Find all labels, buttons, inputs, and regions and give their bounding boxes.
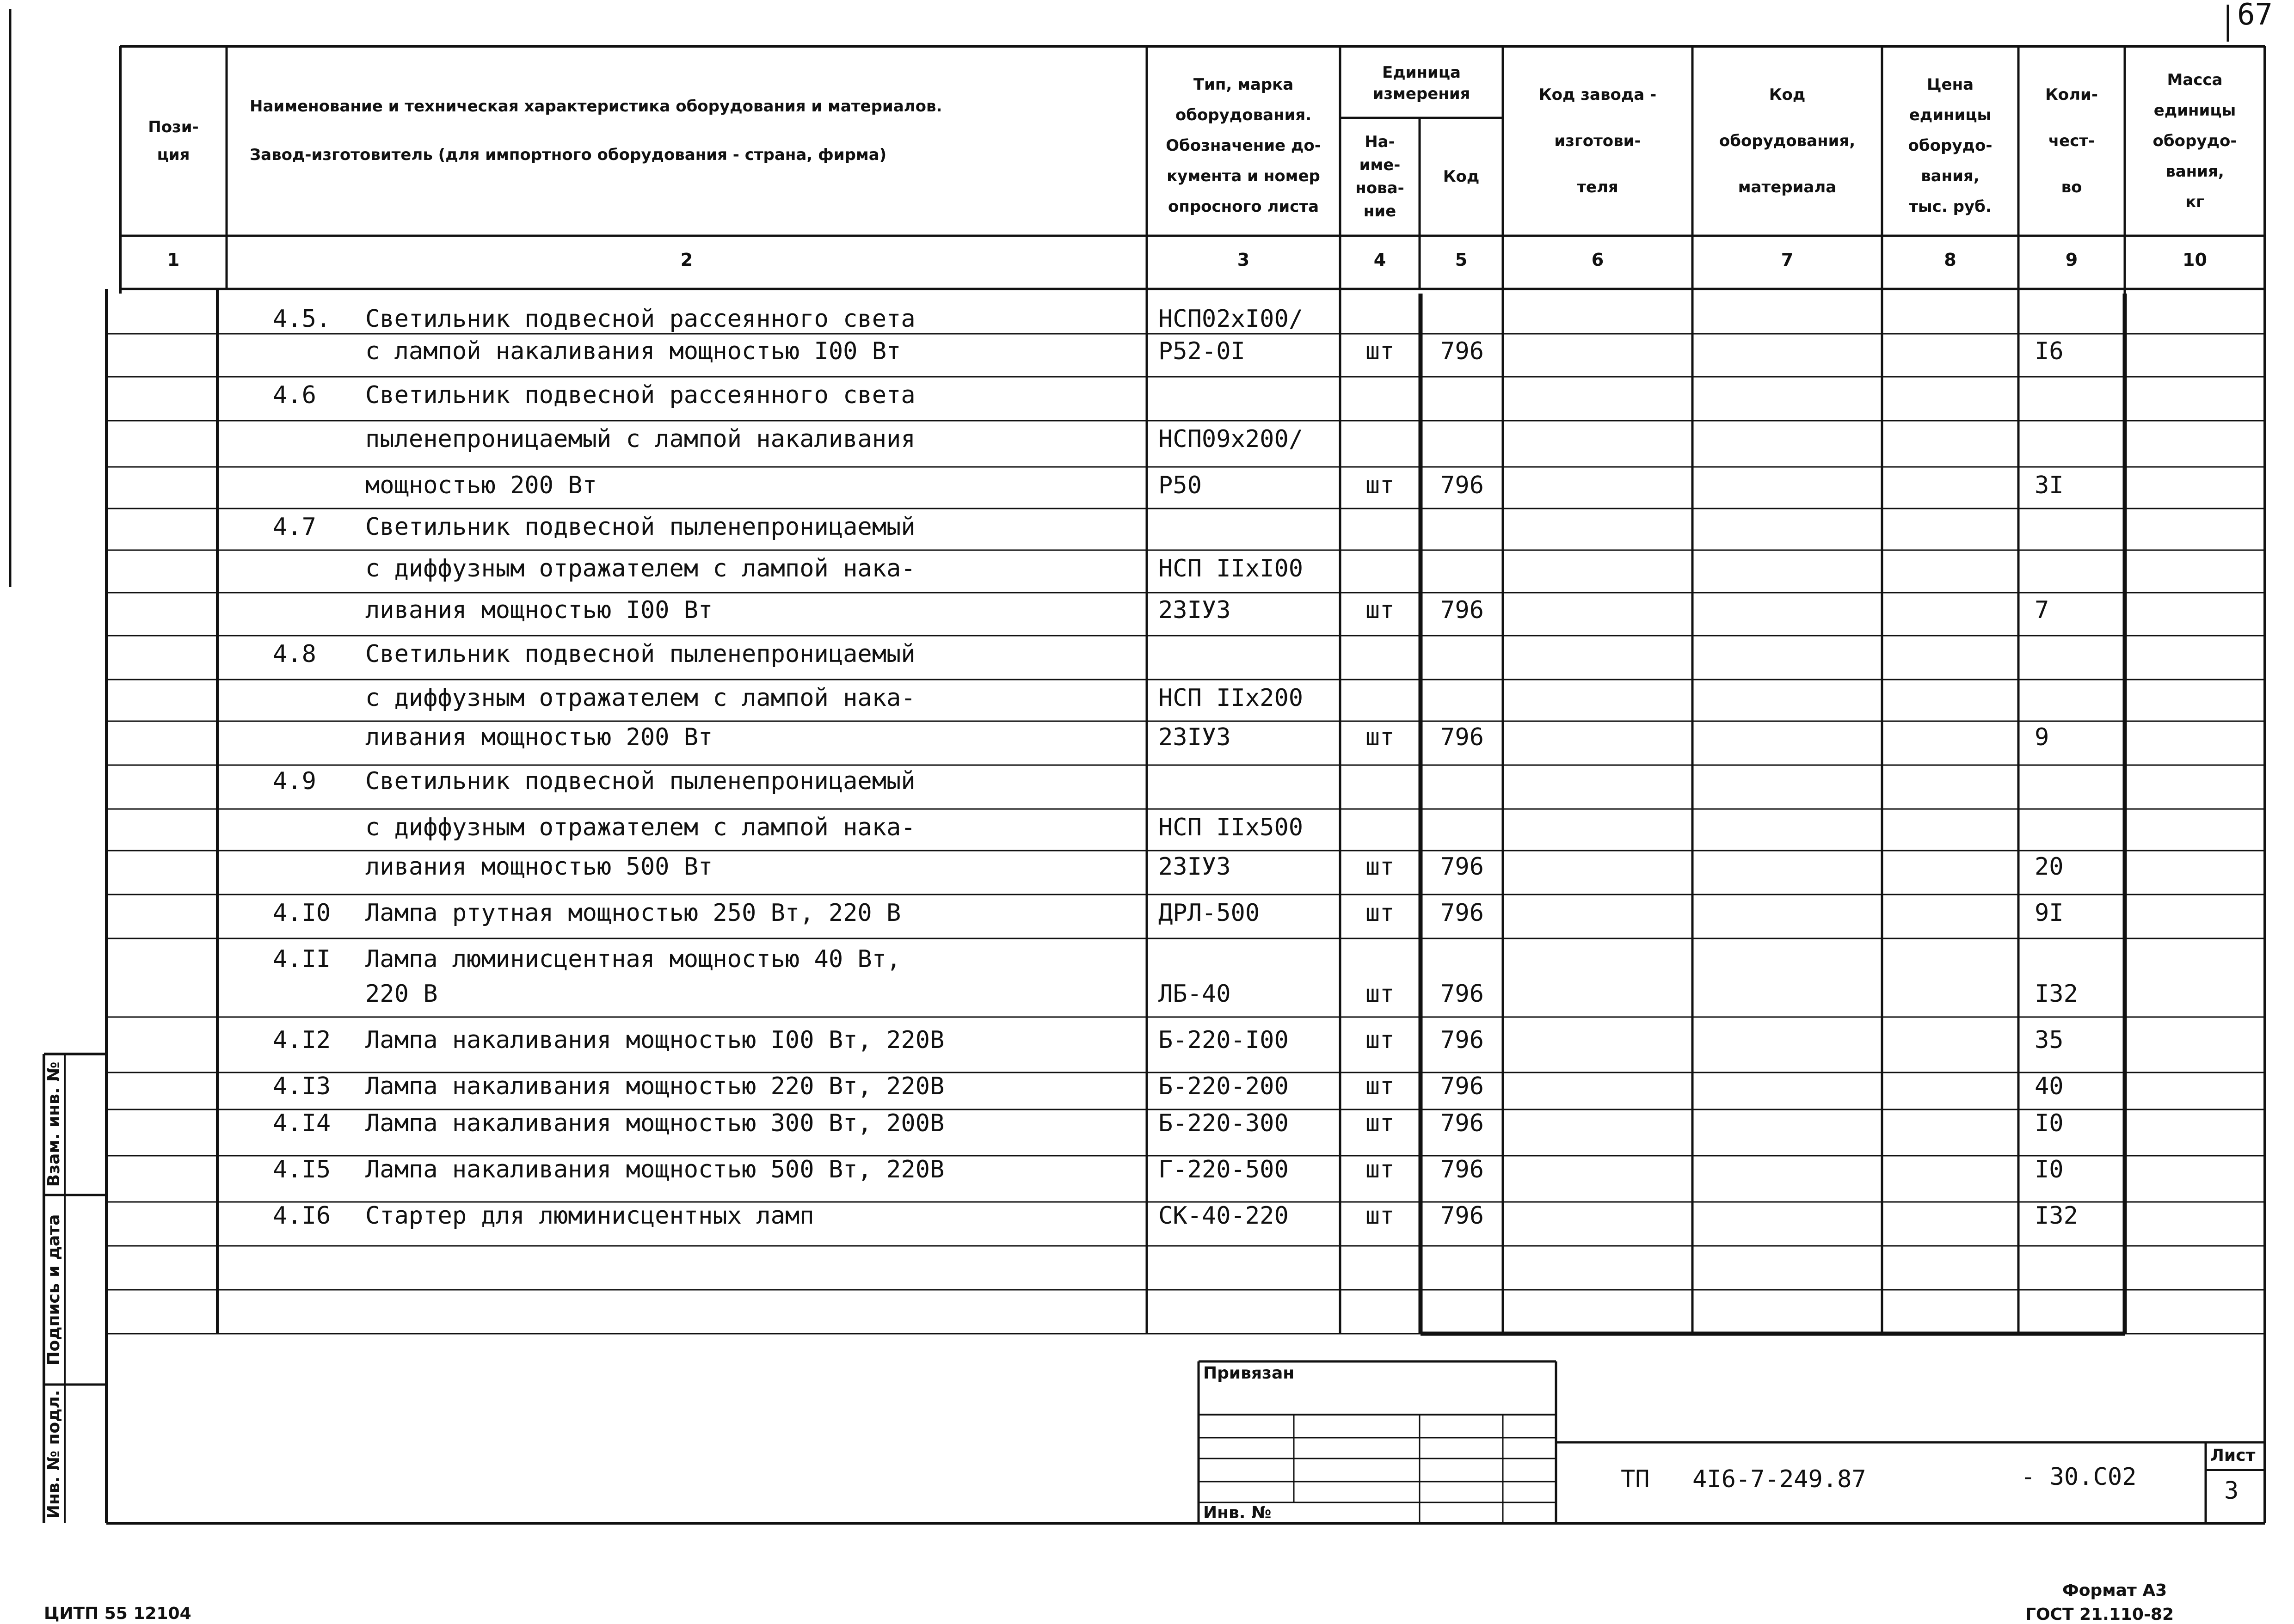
row-position: 4.II — [273, 945, 331, 973]
row-quantity: 7 — [2035, 596, 2049, 624]
column-number: 7 — [1781, 250, 1794, 270]
column-number: 8 — [1944, 250, 1956, 270]
row-type: Р50 — [1158, 472, 1202, 499]
row-name: 220 В — [365, 980, 438, 1008]
header-mass: Масса единицы оборудо- вания, кг — [2153, 71, 2237, 211]
row-quantity: I32 — [2035, 1202, 2078, 1230]
row-type: НСП02хI00/ — [1158, 305, 1304, 333]
row-quantity: 35 — [2035, 1026, 2064, 1054]
row-type: НСП IIхI00 — [1158, 555, 1304, 582]
row-type: Р52-0I — [1158, 337, 1245, 365]
row-name: Светильник подвесной пыленепроницаемый — [365, 513, 916, 541]
footer-left: ЦИТП 55 12104 — [44, 1604, 191, 1623]
row-unit: шт — [1365, 899, 1395, 927]
row-unit: шт — [1365, 1156, 1395, 1183]
row-code: 796 — [1440, 1072, 1484, 1100]
doc-prefix: ТП — [1621, 1465, 1650, 1493]
row-name: мощностью 200 Вт — [365, 472, 597, 499]
row-name: Лампа накаливания мощностью I00 Вт, 220В — [365, 1026, 945, 1054]
row-position: 4.I4 — [273, 1109, 331, 1137]
row-name: Светильник подвесной рассеянного света — [365, 305, 916, 333]
row-unit: шт — [1365, 1109, 1395, 1137]
column-number: 3 — [1237, 250, 1250, 270]
row-code: 796 — [1440, 723, 1484, 751]
row-quantity: 40 — [2035, 1072, 2064, 1100]
row-code: 796 — [1440, 596, 1484, 624]
row-type: НСП IIх500 — [1158, 814, 1304, 841]
row-name: Светильник подвесной пыленепроницаемый — [365, 640, 916, 668]
row-position: 4.I6 — [273, 1202, 331, 1230]
row-type: Б-220-200 — [1158, 1072, 1289, 1100]
row-quantity: I6 — [2035, 337, 2064, 365]
row-unit: шт — [1365, 980, 1395, 1008]
row-name: с диффузным отражателем с лампой нака- — [365, 814, 916, 841]
header-type: Тип, марка оборудования. Обозначение до- кумента и номер опросного листа — [1166, 75, 1321, 216]
row-name: Светильник подвесной пыленепроницаемый — [365, 767, 916, 795]
privyazan-label: Привязан — [1203, 1364, 1295, 1383]
row-unit: шт — [1365, 1072, 1395, 1100]
header-name-line1: Наименование и техническая характеристика оборудования и материалов. — [250, 97, 942, 116]
header-quantity: Коли- чест- во — [2045, 86, 2098, 196]
list-number: 3 — [2224, 1477, 2239, 1505]
row-name: ливания мощностью 500 Вт — [365, 853, 713, 881]
list-label: Лист — [2210, 1446, 2256, 1465]
side-label-inv-podl: Инв. № подл. — [44, 1390, 63, 1519]
row-quantity: 9 — [2035, 723, 2049, 751]
row-type: НСП09х200/ — [1158, 425, 1304, 453]
row-name: Лампа ртутная мощностью 250 Вт, 220 В — [365, 899, 901, 927]
row-position: 4.I0 — [273, 899, 331, 927]
row-code: 796 — [1440, 472, 1484, 499]
row-position: 4.I5 — [273, 1156, 331, 1183]
header-price: Цена единицы оборудо- вания, тыс. руб. — [1908, 75, 1993, 216]
footer-gost: ГОСТ 21.110-82 — [2025, 1605, 2174, 1624]
column-number: 2 — [680, 250, 693, 270]
row-position: 4.I3 — [273, 1072, 331, 1100]
header-unit-name: На- име- нова- ние — [1355, 133, 1404, 221]
row-unit: шт — [1365, 853, 1395, 881]
row-quantity: 3I — [2035, 472, 2064, 499]
header-unit-code: Код — [1443, 167, 1480, 186]
row-name: пыленепроницаемый с лампой накаливания — [365, 425, 916, 453]
side-label-vzam: Взам. инв. № — [44, 1061, 63, 1187]
row-position: 4.5. — [273, 305, 331, 333]
column-number: 10 — [2183, 250, 2207, 270]
row-unit: шт — [1365, 472, 1395, 499]
row-quantity: I0 — [2035, 1109, 2064, 1137]
row-name: ливания мощностью I00 Вт — [365, 596, 713, 624]
row-type: Г-220-500 — [1158, 1156, 1289, 1183]
row-name: с диффузным отражателем с лампой нака- — [365, 555, 916, 582]
row-code: 796 — [1440, 1202, 1484, 1230]
row-quantity: I0 — [2035, 1156, 2064, 1183]
column-number: 4 — [1373, 250, 1386, 270]
row-name: Лампа накаливания мощностью 220 Вт, 220В — [365, 1072, 945, 1100]
column-number: 6 — [1591, 250, 1604, 270]
row-name: Стартер для люминисцентных ламп — [365, 1202, 814, 1230]
side-label-podpis: Подпись и дата — [44, 1214, 63, 1366]
row-type: ДРЛ-500 — [1158, 899, 1260, 927]
row-code: 796 — [1440, 980, 1484, 1008]
row-position: 4.6 — [273, 381, 316, 409]
header-plant-code: Код завода - изготови- теля — [1538, 86, 1657, 196]
row-code: 796 — [1440, 853, 1484, 881]
header-equipment-code: Код оборудования, материала — [1719, 86, 1856, 196]
row-quantity: I32 — [2035, 980, 2078, 1008]
row-type: СК-40-220 — [1158, 1202, 1289, 1230]
row-name: ливания мощностью 200 Вт — [365, 723, 713, 751]
row-code: 796 — [1440, 1026, 1484, 1054]
column-number: 9 — [2065, 250, 2078, 270]
row-code: 796 — [1440, 1109, 1484, 1137]
row-name: с лампой накаливания мощностью I00 Вт — [365, 337, 901, 365]
header-position: Пози- ция — [148, 118, 199, 164]
row-unit: шт — [1365, 596, 1395, 624]
row-type: 23IУ3 — [1158, 723, 1231, 751]
header-name-line2: Завод-изготовитель (для импортного оборудования - страна, фирма) — [250, 146, 887, 164]
row-unit: шт — [1365, 1202, 1395, 1230]
row-position: 4.8 — [273, 640, 316, 668]
row-type: 23IУ3 — [1158, 596, 1231, 624]
row-position: 4.7 — [273, 513, 316, 541]
row-type: 23IУ3 — [1158, 853, 1231, 881]
row-name: Лампа накаливания мощностью 500 Вт, 220В — [365, 1156, 945, 1183]
inv-no-label: Инв. № — [1203, 1503, 1272, 1522]
row-quantity: 9I — [2035, 899, 2064, 927]
row-code: 796 — [1440, 337, 1484, 365]
row-unit: шт — [1365, 723, 1395, 751]
row-position: 4.9 — [273, 767, 316, 795]
header-unit-group: Единица измерения — [1372, 63, 1470, 103]
sheet-number: 67 — [2237, 0, 2273, 32]
row-name: Лампа люминисцентная мощностью 40 Вт, — [365, 945, 901, 973]
row-type: НСП IIх200 — [1158, 684, 1304, 712]
row-unit: шт — [1365, 337, 1395, 365]
row-type: ЛБ-40 — [1158, 980, 1231, 1008]
column-number: 1 — [167, 250, 180, 270]
row-position: 4.I2 — [273, 1026, 331, 1054]
row-code: 796 — [1440, 899, 1484, 927]
row-name: Лампа накаливания мощностью 300 Вт, 200В — [365, 1109, 945, 1137]
doc-number: 4I6-7-249.87 — [1692, 1465, 1866, 1493]
row-name: Светильник подвесной рассеянного света — [365, 381, 916, 409]
footer-format: Формат А3 — [2062, 1581, 2167, 1600]
row-name: с диффузным отражателем с лампой нака- — [365, 684, 916, 712]
doc-suffix: - 30.С02 — [2021, 1463, 2137, 1491]
row-type: Б-220-300 — [1158, 1109, 1289, 1137]
row-unit: шт — [1365, 1026, 1395, 1054]
row-quantity: 20 — [2035, 853, 2064, 881]
row-code: 796 — [1440, 1156, 1484, 1183]
row-type: Б-220-I00 — [1158, 1026, 1289, 1054]
column-number: 5 — [1455, 250, 1468, 270]
